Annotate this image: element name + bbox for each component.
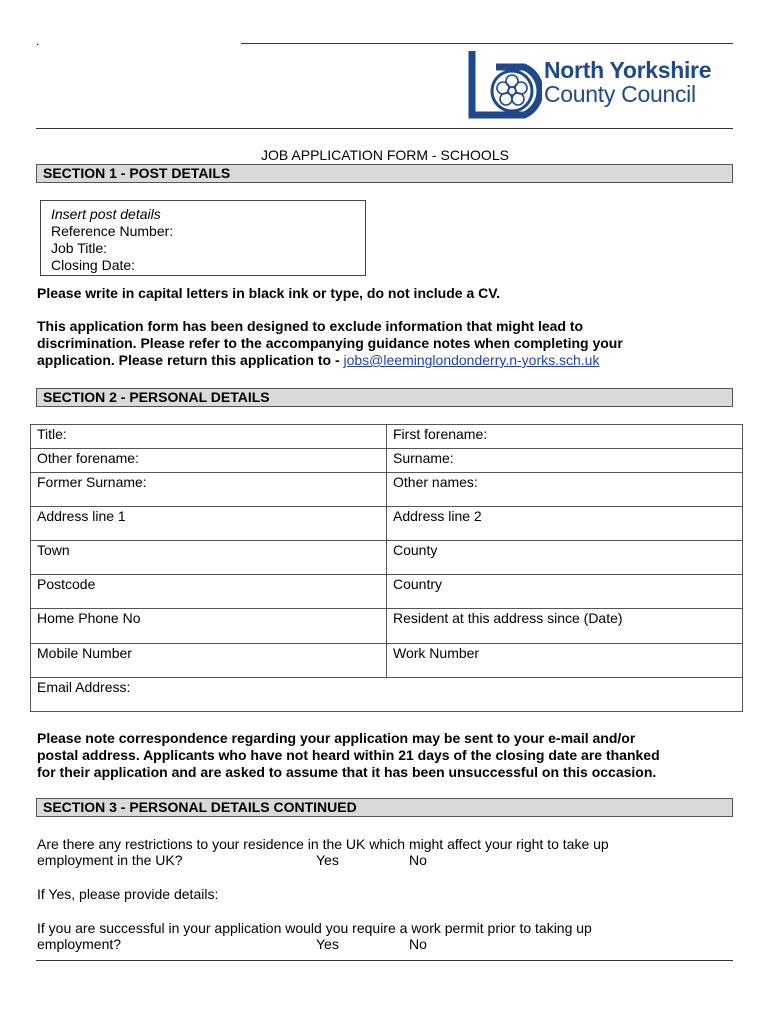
section-2-heading: SECTION 2 - PERSONAL DETAILS [36,388,733,407]
field-address-line-2[interactable]: Address line 2 [387,507,743,541]
field-address-line-1[interactable]: Address line 1 [31,507,387,541]
personal-details-table [30,424,743,712]
job-title-label: Job Title: [51,240,108,256]
field-town[interactable]: Town [31,541,387,575]
field-first-forename[interactable]: First forename: [387,425,743,449]
form-title: JOB APPLICATION FORM - SCHOOLS [261,147,509,163]
field-postcode[interactable]: Postcode [31,575,387,609]
residence-yes-option[interactable]: Yes [316,852,339,868]
footer-rule [36,960,733,961]
work-permit-question-line-2: employment? [37,936,122,952]
header-bottom-rule [36,128,733,129]
field-county[interactable]: County [387,541,743,575]
field-work-number[interactable]: Work Number [387,644,743,678]
work-permit-question-line-1: If you are successful in your application would you require a work permit prior to taking up [37,920,592,936]
instruction-line-1: This application form has been designed to exclude information that might lead to [37,318,584,334]
work-permit-no-option[interactable]: No [409,936,427,952]
field-home-phone[interactable]: Home Phone No [31,609,387,644]
note-line-3: for their application and are asked to assume that it has been unsuccessful on this occasion. [37,764,657,780]
section-3-heading: SECTION 3 - PERSONAL DETAILS CONTINUED [36,798,733,817]
field-country[interactable]: Country [387,575,743,609]
field-other-names[interactable]: Other names: [387,473,743,507]
instruction-line-3 [37,352,599,369]
field-email-address[interactable]: Email Address: [31,678,743,712]
field-mobile-number[interactable]: Mobile Number [31,644,387,678]
work-permit-yes-option[interactable]: Yes [316,936,339,952]
closing-date-label: Closing Date: [51,257,136,273]
residence-no-option[interactable]: No [409,852,427,868]
residence-details-label: If Yes, please provide details: [37,886,219,902]
post-details-box[interactable] [40,200,366,276]
field-other-forename[interactable]: Other forename: [31,449,387,473]
section-1-heading: SECTION 1 - POST DETAILS [36,164,733,183]
council-logo [464,47,542,121]
instruction-return-text: application. Please return this application to - [37,352,344,368]
note-line-2: postal address. Applicants who have not heard within 21 days of the closing date are thanked [37,747,660,763]
field-resident-since[interactable]: Resident at this address since (Date) [387,609,743,644]
field-title[interactable]: Title: [31,425,387,449]
instruction-line-2: discrimination. Please refer to the accompanying guidance notes when completing your [37,335,623,351]
field-surname[interactable]: Surname: [387,449,743,473]
note-line-1: Please note correspondence regarding your application may be sent to your e-mail and/or [37,730,636,746]
rose-emblem-icon [464,47,542,121]
reference-number-label: Reference Number: [51,223,174,239]
field-former-surname[interactable]: Former Surname: [31,473,387,507]
return-email-link[interactable]: jobs@leeminglondonderry.n-yorks.sch.uk [343,352,600,368]
post-details-placeholder: Insert post details [51,206,161,222]
logo-text-county-council: County Council [544,81,696,107]
residence-question-line-1: Are there any restrictions to your residence in the UK which might affect your right to take up [37,836,609,852]
logo-text-north-yorkshire: North Yorkshire [544,57,712,83]
header-dot: . [36,34,40,48]
header-top-rule [241,43,733,44]
instruction-capitals: Please write in capital letters in black ink or type, do not include a CV. [37,285,501,301]
residence-question-line-2: employment in the UK? [37,852,183,868]
